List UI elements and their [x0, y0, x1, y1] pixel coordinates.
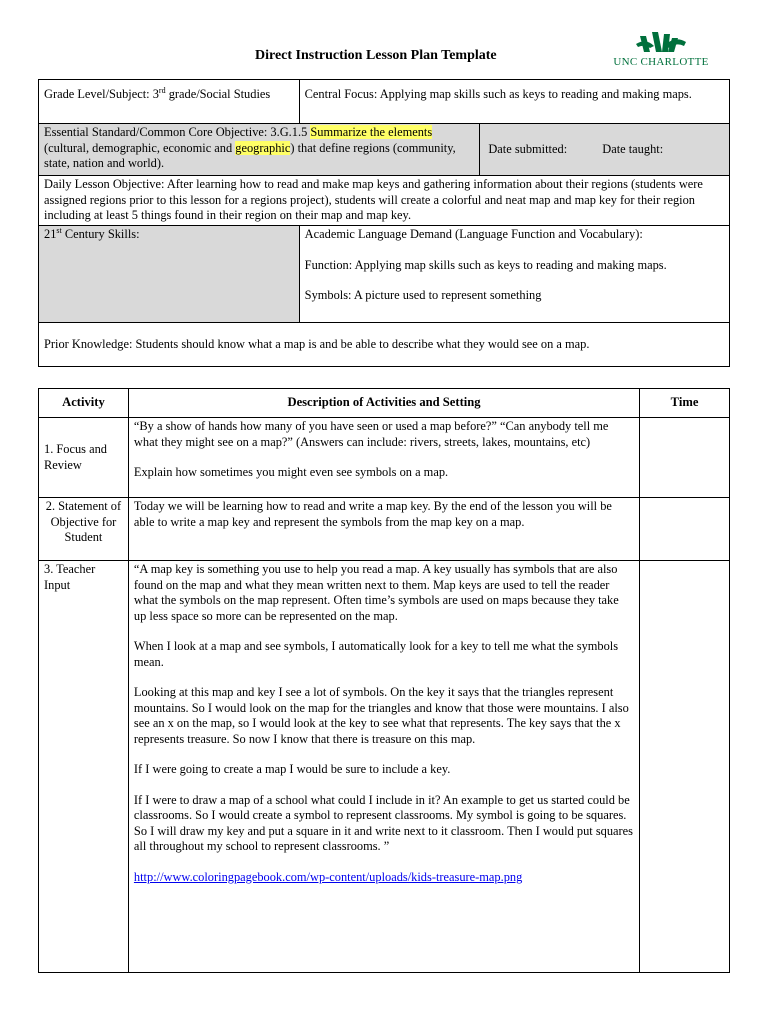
activity-name	[39, 561, 129, 973]
daily-objective-cell: Daily Lesson Objective: After learning how to read and make map keys and gathering information about their regions (students were assigned regions prior to this lesson for a regions project), students will create a colorful and neat map and map key for their region including at least 5 things found in their region on their map and map key.	[39, 176, 730, 226]
description-paragraph: If I were going to create a map I would be sure to include a key.	[133, 762, 451, 776]
activity-time	[640, 418, 730, 498]
table-row	[39, 498, 730, 561]
century-skills-cell	[39, 226, 300, 323]
time-header: Time	[640, 389, 730, 418]
activity-description	[128, 498, 639, 561]
treasure-map-link[interactable]: http://www.coloringpagebook.com/wp-content/uploads/kids-treasure-map.png	[133, 869, 523, 884]
activity-time	[640, 561, 730, 973]
prior-knowledge-cell: Prior Knowledge: Students should know what a map is and be able to describe what they would see on a map.	[39, 323, 730, 367]
academic-language-cell	[299, 226, 729, 323]
date-taught-label: Date taught:	[602, 141, 664, 156]
standard-suffix: ) that define regions (community, state, nation and world).	[44, 140, 456, 170]
description-paragraph: Explain how sometimes you might even see symbols on a map.	[133, 465, 449, 479]
activity-label: 1. Focus and Review	[44, 442, 107, 472]
activity-header: Activity	[39, 389, 129, 418]
skills-sup: st	[56, 225, 62, 235]
grade-rest: grade/Social Studies	[165, 87, 271, 101]
table-row	[39, 418, 730, 498]
standard-prefix: Essential Standard/Common Core Objective: 3.G.1.5	[44, 125, 311, 139]
central-focus-cell: Central Focus: Applying map skills such as keys to reading and making maps.	[299, 80, 729, 124]
description-paragraph: If I were to draw a map of a school what could I include in it? An example to get us started could be classrooms. So I would create a symbol to represent classrooms. My symbol is going to be squares. So I will draw my key and put a square in it and write next to it classroom. Then I would put squares all throughout my school to represent classrooms. ”	[133, 792, 634, 853]
table-row	[39, 561, 730, 973]
activity-description	[128, 418, 639, 498]
logo-text: UNC CHARLOTTE	[613, 56, 709, 68]
standard-objective-cell	[39, 124, 480, 176]
description-paragraph: Looking at this map and key I see a lot of symbols. On the key it says that the triangles represent mountains. So I would look on the map for the triangles and know that those were mountains. I also see an x on the map, so I would look at the key to see what that represents. The key says that the x represents treasure. So now I know that there is treasure on this map.	[133, 685, 629, 746]
activity-name	[39, 498, 129, 561]
description-paragraph: Today we will be learning how to read and write a map key. By the end of the lesson you will be able to write a map key and represent the symbols from the map key on a map.	[133, 499, 612, 529]
description-header: Description of Activities and Setting	[128, 389, 639, 418]
document-title: Direct Instruction Lesson Plan Template	[255, 48, 497, 63]
skills-rest: Century Skills:	[61, 227, 140, 241]
standard-highlight-1: Summarize the elements	[310, 125, 433, 139]
date-submitted-label: Date submitted:	[488, 141, 568, 156]
description-paragraph: “A map key is something you use to help you read a map. A key usually has symbols that are also found on the map and what they mean written next to them. Map keys are used to tell the reader what the symbols on the map represent. Often time’s symbols are used on maps because they take up less space so more can be represented on the map.	[133, 562, 619, 623]
symbols-text: Symbols: A picture used to represent something	[304, 288, 542, 302]
activity-time	[640, 498, 730, 561]
academic-language-label: Academic Language Demand (Language Function and Vocabulary):	[304, 227, 643, 241]
grade-sup: rd	[158, 85, 166, 95]
standard-highlight-2: geographic	[235, 140, 291, 155]
activity-name	[39, 418, 129, 498]
activity-label: 3. Teacher Input	[44, 562, 96, 592]
activity-label: 2. Statement of Objective for Student	[45, 499, 122, 544]
lesson-plan-info-table	[38, 79, 730, 367]
activities-table	[38, 388, 730, 973]
dates-cell	[480, 124, 730, 176]
grade-label: Grade Level/Subject: 3	[44, 87, 159, 101]
function-text: Function: Applying map skills such as keys to reading and making maps.	[304, 257, 667, 272]
description-paragraph: “By a show of hands how many of you have seen or used a map before?” “Can anybody tell me what they might see on a map?” (Answers can include: rivers, streets, lakes, mountains, etc)	[133, 419, 609, 449]
standard-mid: (cultural, demographic, economic and	[44, 140, 236, 155]
grade-level-cell	[39, 80, 300, 124]
skills-prefix: 21	[44, 227, 57, 241]
activity-description	[128, 561, 639, 973]
description-paragraph: When I look at a map and see symbols, I automatically look for a key to tell me what the symbols mean.	[133, 639, 619, 669]
